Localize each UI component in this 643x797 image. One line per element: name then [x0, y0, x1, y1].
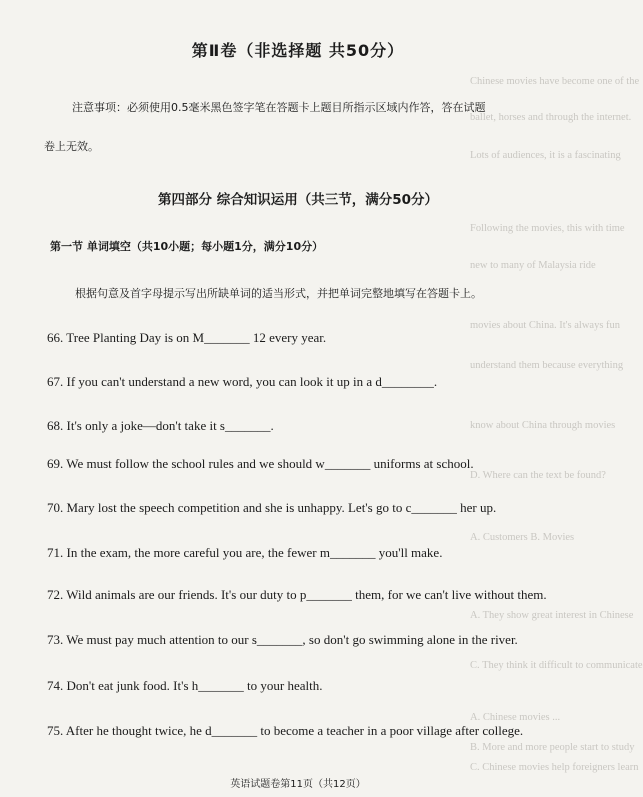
- question-71: 71. In the exam, the more careful you are, the fewer m_______ you'll make.: [47, 545, 443, 560]
- section-one-heading: 第一节 单词填空（共10小题；每小题1分，满分10分）: [50, 240, 324, 253]
- part-two-title: 第Ⅱ卷（非选择题 共50分）: [191, 41, 405, 60]
- question-70: 70. Mary lost the speech competition and she is unhappy. Let's go to c_______ her up.: [47, 500, 497, 515]
- part-four-heading: 第四部分 综合知识运用（共三节，满分50分）: [158, 192, 438, 208]
- question-73: 73. We must pay much attention to our s_______, so don't go swimming alone in the river.: [47, 632, 518, 647]
- notice-text-continued: 卷上无效。: [44, 140, 99, 153]
- notice-text: 注意事项：必须使用0.5毫米黑色签字笔在答题卡上题目所指示区域内作答，答在试题: [72, 101, 486, 114]
- question-74: 74. Don't eat junk food. It's h_______ to your health.: [47, 678, 323, 693]
- instruction-text: 根据句意及首字母提示写出所缺单词的适当形式，并把单词完整地填写在答题卡上。: [75, 287, 482, 300]
- question-75: 75. After he thought twice, he d_______ to become a teacher in a poor village after college.: [47, 723, 524, 738]
- question-66: 66. Tree Planting Day is on M_______ 12 every year.: [47, 330, 327, 345]
- exam-page: Chinese movies have become one of the ballet, horses and through the internet. Lots of audiences, it is a fascinating Following the movies, this with time new to many of Malaysia ride movies about China. It's always fun understand them because everything know about China through movies D. Where can the text be found? A. Customers B. Movies A. They show great interest in Chinese C. They think it difficult to communicate A. Chinese movies ... B. More and more people start to study C. Chinese movies help foreigners learn 第Ⅱ卷（非选择题 共50分） 注意事项：必须使用0.5毫米黑色签字笔在答题卡上题目所指示区域内作答，答在试题 卷上无效。 第四部分 综合知识运用（共三节，满分50分） 第一节 单词填空（共10小题；每小题1分，满分10分） 根据句意及首字母提示写出所缺单词的适当形式，并把单词完整地填写在答题卡上。 66. Tree Planting Day is on M_______ 12 every year. 67. If you can't understand a new word, you can look it up in a d________. 68. It's only a joke—don't take it s_______. 69. We must follow the school rules and we should w_______ uniforms at school. 70. Mary lost the speech competition and she is unhappy. Let's go to c_______ her up. 71. In the exam, the more careful you are, the fewer m_______ you'll make. 72. Wild animals are our friends. It's our duty to p_______ them, for we can't live without them. 73. We must pay much attention to our s_______, so don't go swimming alone in the river. 74. Don't eat junk food. It's h_______ to your health. 75. After he thought twice, he d_______ to become a teacher in a poor village after college. 英语试题卷第11页（共12页）: [0, 0, 596, 797]
- question-67: 67. If you can't understand a new word, you can look it up in a d________.: [47, 374, 438, 389]
- page-footer: 英语试题卷第11页（共12页）: [230, 779, 366, 790]
- question-68: 68. It's only a joke—don't take it s_______.: [47, 418, 274, 433]
- question-69: 69. We must follow the school rules and we should w_______ uniforms at school.: [47, 456, 474, 471]
- question-72: 72. Wild animals are our friends. It's our duty to p_______ them, for we can't live without them.: [47, 587, 547, 602]
